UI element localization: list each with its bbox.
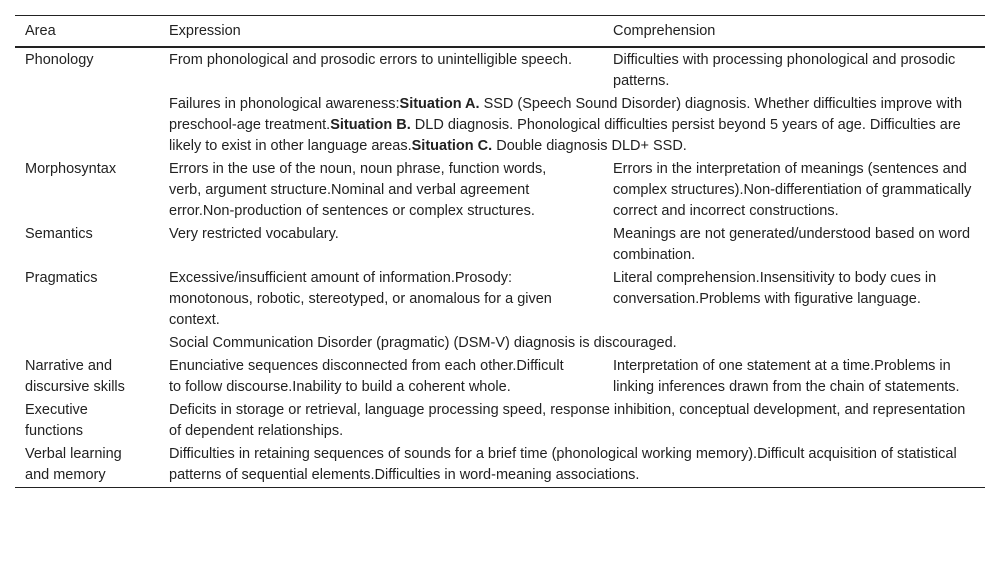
expression-cell: From phonological and prosodic errors to unintelligible speech. xyxy=(169,52,573,68)
situation-c-label: Situation C. xyxy=(411,138,493,154)
table-row-morphosyntax xyxy=(15,158,985,223)
header-area: Area xyxy=(15,16,159,48)
expression-cell: Enunciative sequences disconnected from each other.Difficult to follow discourse.Inability to build a coherent whole. xyxy=(169,358,564,395)
area-cell: Phonology xyxy=(25,52,94,68)
table-row-executive xyxy=(15,399,985,443)
situation-a-text: SSD (Speech Sound Disorder) diagnosis. Whether difficulties improve with preschool-age treatment. xyxy=(169,96,963,133)
table-row-pragmatics xyxy=(15,267,985,332)
situation-b-text: DLD diagnosis. Phonological difficulties persist beyond 5 years of age. Difficulties are likely to exist in other language areas. xyxy=(169,117,961,154)
area-cell: Executive functions xyxy=(25,402,88,439)
table-container xyxy=(15,15,985,488)
comprehension-cell: Difficulties with processing phonological and prosodic patterns. xyxy=(613,52,956,89)
phonology-note-cell xyxy=(159,93,985,158)
area-cell: Verbal learning and memory xyxy=(15,443,159,488)
expression-cell: Excessive/insufficient amount of information.Prosody: monotonous, robotic, stereotyped, or anomalous for a given context. xyxy=(169,270,552,328)
header-expression: Expression xyxy=(159,16,603,48)
combined-cell: Difficulties in retaining sequences of sounds for a brief time (phonological working memory).Difficult acquisition of statistical patterns of sequential elements.Difficulties in word-meaning associations. xyxy=(159,443,985,488)
situation-b-label: Situation B. xyxy=(330,117,411,133)
header-comprehension: Comprehension xyxy=(603,16,985,48)
header-row xyxy=(15,16,985,48)
area-cell: Semantics xyxy=(25,226,93,242)
table-row-phonology xyxy=(15,47,985,93)
comprehension-cell: Errors in the interpretation of meanings (sentences and complex structures).Non-differentiation of grammatically correct and incorrect constructions. xyxy=(613,161,972,219)
table-row-narrative xyxy=(15,355,985,399)
note-intro: Failures in phonological awareness: xyxy=(169,96,400,112)
table-row-pragmatics-note xyxy=(15,332,985,355)
table-row-verbal xyxy=(15,443,985,488)
area-cell: Pragmatics xyxy=(25,270,98,286)
situation-a-label: Situation A. xyxy=(399,96,480,112)
expression-cell: Errors in the use of the noun, noun phrase, function words, verb, argument structure.Nominal and verbal agreement error.Non-production of sentences or complex structures. xyxy=(169,161,547,219)
area-cell: Narrative and discursive skills xyxy=(25,358,125,395)
comprehension-cell: Interpretation of one statement at a time.Problems in linking inferences drawn from the chain of statements. xyxy=(613,358,960,395)
language-difficulties-table xyxy=(15,15,985,488)
table-row-semantics xyxy=(15,223,985,267)
combined-cell: Deficits in storage or retrieval, language processing speed, response inhibition, conceptual development, and representation of dependent relationships. xyxy=(169,402,966,439)
comprehension-cell: Literal comprehension.Insensitivity to body cues in conversation.Problems with figurative language. xyxy=(613,270,937,307)
expression-cell: Very restricted vocabulary. xyxy=(169,226,339,242)
comprehension-cell: Meanings are not generated/understood based on word combination. xyxy=(613,226,971,263)
area-cell-empty xyxy=(15,93,159,158)
table-row-phonology-note xyxy=(15,93,985,158)
pragmatics-note-cell: Social Communication Disorder (pragmatic) (DSM-V) diagnosis is discouraged. xyxy=(169,335,677,351)
area-cell: Morphosyntax xyxy=(25,161,117,177)
situation-c-text: Double diagnosis DLD+ SSD. xyxy=(492,138,687,154)
area-cell-empty xyxy=(15,332,159,355)
